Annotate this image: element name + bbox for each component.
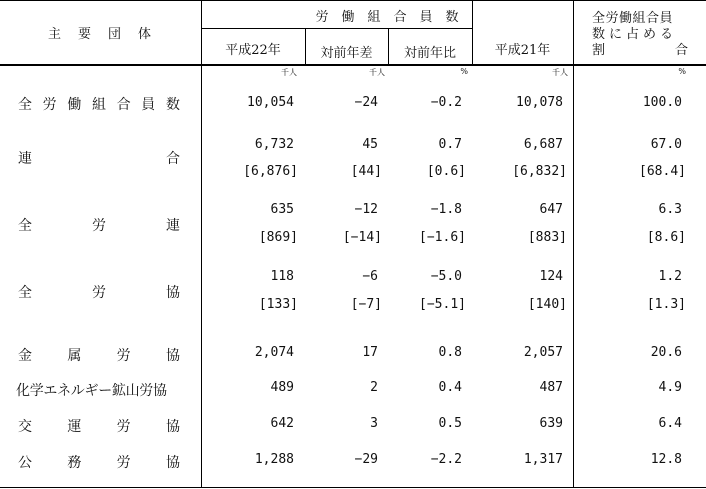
cell-share: 1.2 [658,269,682,284]
cell-diff-bracket: [−14] [342,230,382,245]
share-column-header-line3: 割 合 [592,43,688,58]
cell-ratio: 0.7 [438,137,462,152]
row-kagaku-name: 化学エネルギー鉱山労協 [16,383,167,399]
cell-h22-bracket: [869] [258,230,298,245]
diff-column-header: 対前年差 [320,46,373,61]
h21-column-header: 平成21年 [494,43,551,58]
row-kinzoku-name: 金 属 労 協 [18,348,180,364]
cell-h21: 6,687 [523,137,563,152]
bottom-border [0,487,706,488]
share-column-header-line1: 全労働組合員 [592,11,674,26]
cell-share: 6.3 [658,202,682,217]
cell-ratio: 0.5 [438,416,462,431]
cell-ratio: −2.2 [430,452,462,467]
cell-h22-bracket: [6,876] [243,164,298,179]
members-column-group-header: 労 働 組 合 員 数 [315,10,459,25]
cell-share-bracket: [1.3] [646,297,686,312]
cell-h22: 1,288 [254,452,294,467]
unit-share: % [678,67,686,76]
cell-h21: 2,057 [523,345,563,360]
cell-h21: 1,317 [523,452,563,467]
cell-h22: 118 [270,269,294,284]
cell-diff: −12 [354,202,378,217]
subheader-divider [201,28,472,29]
cell-diff: 2 [370,380,378,395]
cell-diff: −24 [354,95,378,110]
cell-h21-bracket: [140] [527,297,567,312]
row-koun-name: 交 運 労 協 [18,419,180,435]
cell-ratio: 0.4 [438,380,462,395]
unit-ratio: % [460,67,468,76]
share-column-header-line2: 数に占める [592,27,678,42]
cell-ratio-bracket: [−5.1] [419,297,466,312]
unit-h22: 千人 [281,68,297,77]
cell-diff: −29 [354,452,378,467]
row-rengo-name: 連 合 [18,151,180,167]
cell-diff: 17 [362,345,378,360]
cell-h21: 124 [539,269,563,284]
cell-h21-bracket: [883] [527,230,567,245]
cell-h22: 642 [270,416,294,431]
cell-h22: 489 [270,380,294,395]
cell-h21: 647 [539,202,563,217]
cell-diff: −6 [362,269,378,284]
cell-share: 6.4 [658,416,682,431]
row-komu-name: 公 務 労 協 [18,455,180,471]
cell-ratio: 0.8 [438,345,462,360]
cell-diff-bracket: [−7] [350,297,382,312]
cell-share: 4.9 [658,380,682,395]
cell-share: 20.6 [650,345,682,360]
cell-h21: 487 [539,380,563,395]
cell-h21: 639 [539,416,563,431]
ratio-column-header: 対前年比 [403,46,456,61]
cell-h22: 10,054 [247,95,294,110]
row-total-name: 全 労 働 組 合 員 数 [18,97,180,113]
cell-diff: 3 [370,416,378,431]
cell-ratio-bracket: [−1.6] [419,230,466,245]
cell-h22-bracket: [133] [258,297,298,312]
cell-diff-bracket: [44] [350,164,382,179]
h22-column-header: 平成22年 [225,43,281,58]
cell-share-bracket: [8.6] [646,230,686,245]
cell-h22: 6,732 [254,137,294,152]
unit-h21: 千人 [552,68,568,77]
cell-share-bracket: [68.4] [639,164,686,179]
cell-h22: 635 [270,202,294,217]
row-zenroren-name: 全 労 連 [18,218,180,234]
row-zenrokyo-name: 全 労 協 [18,285,180,301]
cell-share: 67.0 [650,137,682,152]
cell-h21: 10,078 [516,95,563,110]
cell-ratio-bracket: [0.6] [426,164,466,179]
top-border [0,0,706,1]
cell-h22: 2,074 [254,345,294,360]
cell-diff: 45 [362,137,378,152]
cell-ratio: −0.2 [430,95,462,110]
unit-diff: 千人 [369,68,385,77]
cell-ratio: −5.0 [430,269,462,284]
header-bottom-border [0,64,706,66]
cell-share: 100.0 [642,95,682,110]
cell-ratio: −1.8 [430,202,462,217]
group-column-header: 主 要 団 体 [47,27,153,42]
cell-h21-bracket: [6,832] [512,164,567,179]
cell-share: 12.8 [650,452,682,467]
